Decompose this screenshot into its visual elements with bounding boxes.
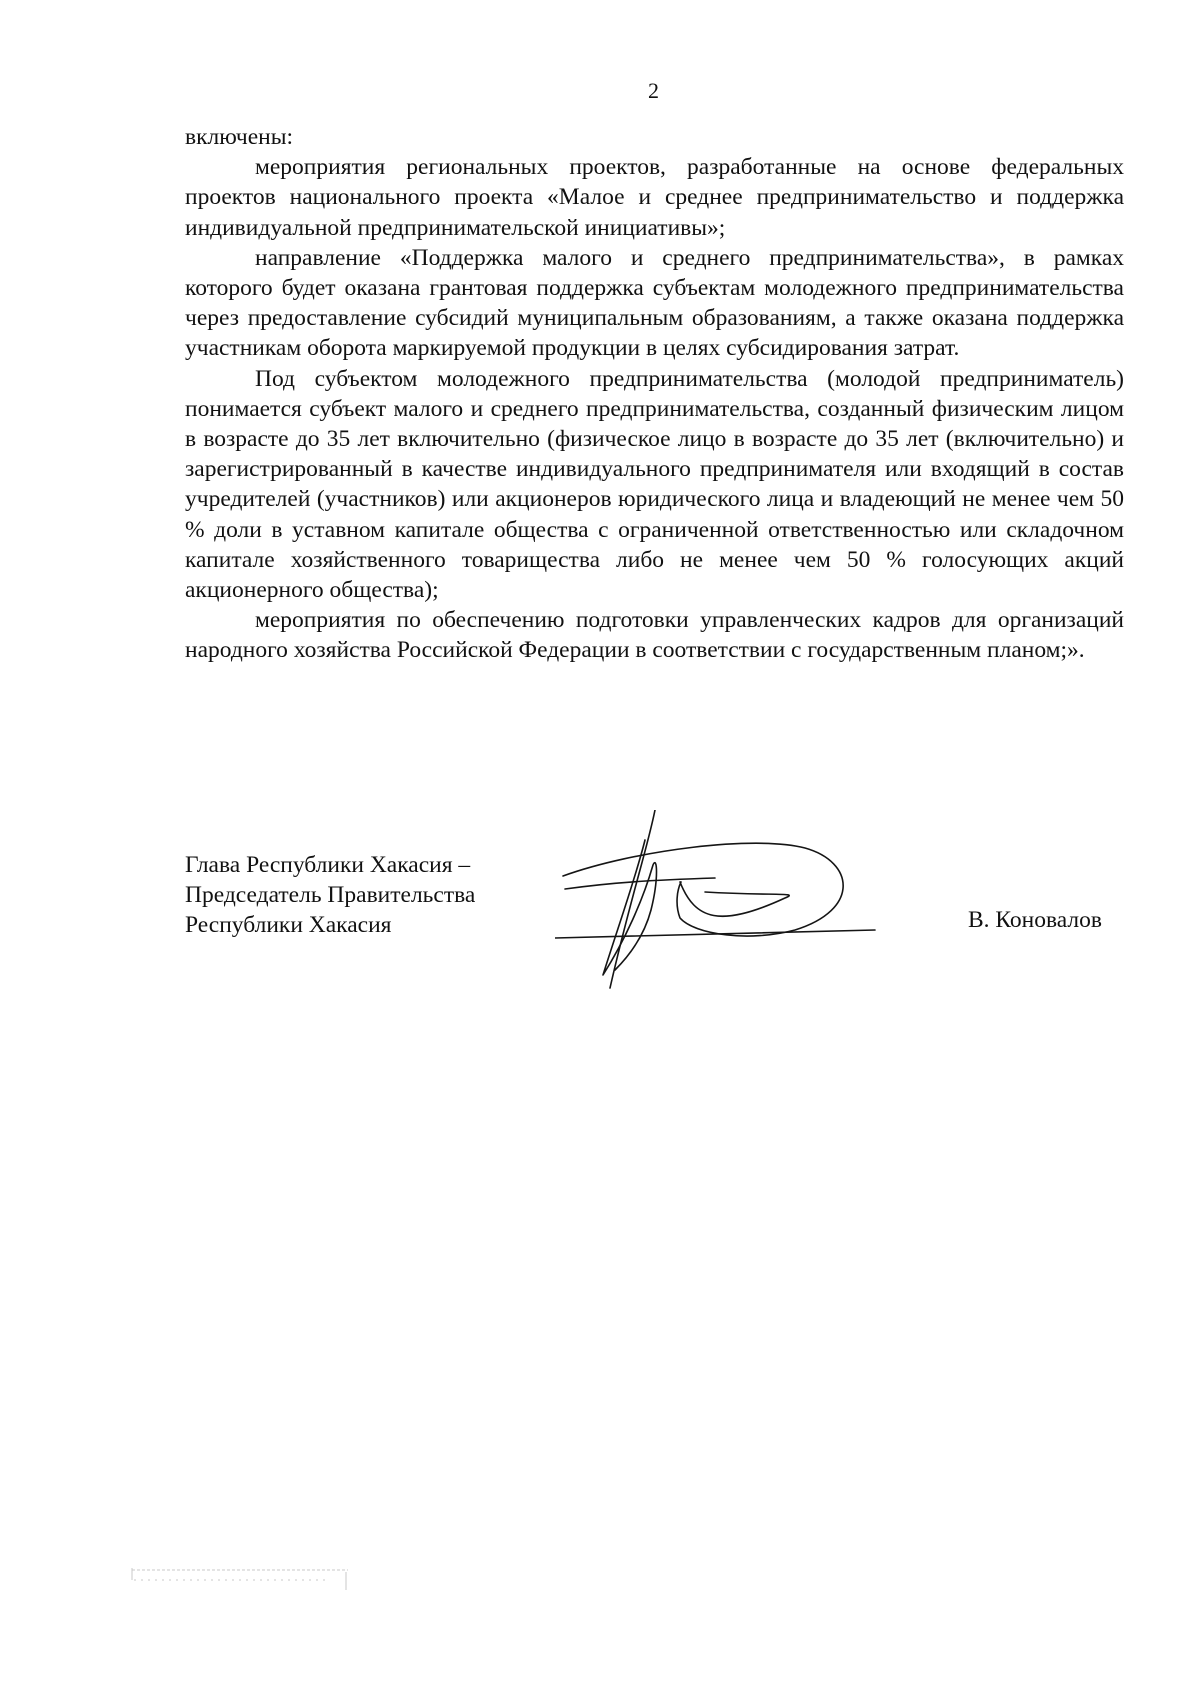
scan-artifact-mark xyxy=(130,1566,350,1592)
signatory-position xyxy=(185,850,475,940)
position-line: Республики Хакасия xyxy=(185,912,392,938)
body-text xyxy=(185,122,1124,666)
position-line: Глава Республики Хакасия – xyxy=(185,852,471,878)
paragraph: Под субъектом молодежного предпринимательства (молодой предприниматель) понимается субъект малого и среднего предпринимательства, созданный физическим лицом в возрасте до 35 лет включительно (физическое лицо в возрасте до 35 лет (включительно) и зарегистрированный в качестве индивидуального предпринимателя или входящий в состав учредителей (участников) или акционеров юридического лица и владеющий не менее чем 50 % доли в уставном капитале общества с ограниченной ответственностью или складочном капитале хозяйственного товарищества либо не менее чем 50 % голосующих акций акционерного общества); xyxy=(185,365,1124,604)
position-line: Председатель Правительства xyxy=(185,882,476,908)
paragraph: мероприятия региональных проектов, разработанные на основе федеральных проектов национального проекта «Малое и среднее предпринимательство и поддержка индивидуальной предпринимательской инициативы»; xyxy=(185,154,1124,241)
paragraph: направление «Поддержка малого и среднего предпринимательства», в рамках которого будет оказана грантовая поддержка субъектам молодежного предпринимательства через предоставление субсидий муниципальным образованиям, а также оказана поддержка участникам оборота маркируемой продукции в целях субсидирования затрат. xyxy=(185,244,1124,362)
handwritten-signature xyxy=(555,810,905,990)
signatory-name: В. Коновалов xyxy=(968,907,1103,933)
page-number: 2 xyxy=(648,78,659,103)
paragraph-lead: включены: xyxy=(185,124,294,150)
paragraph: мероприятия по обеспечению подготовки управленческих кадров для организаций народного хозяйства Российской Федерации в соответствии с государственным планом;». xyxy=(185,607,1124,664)
